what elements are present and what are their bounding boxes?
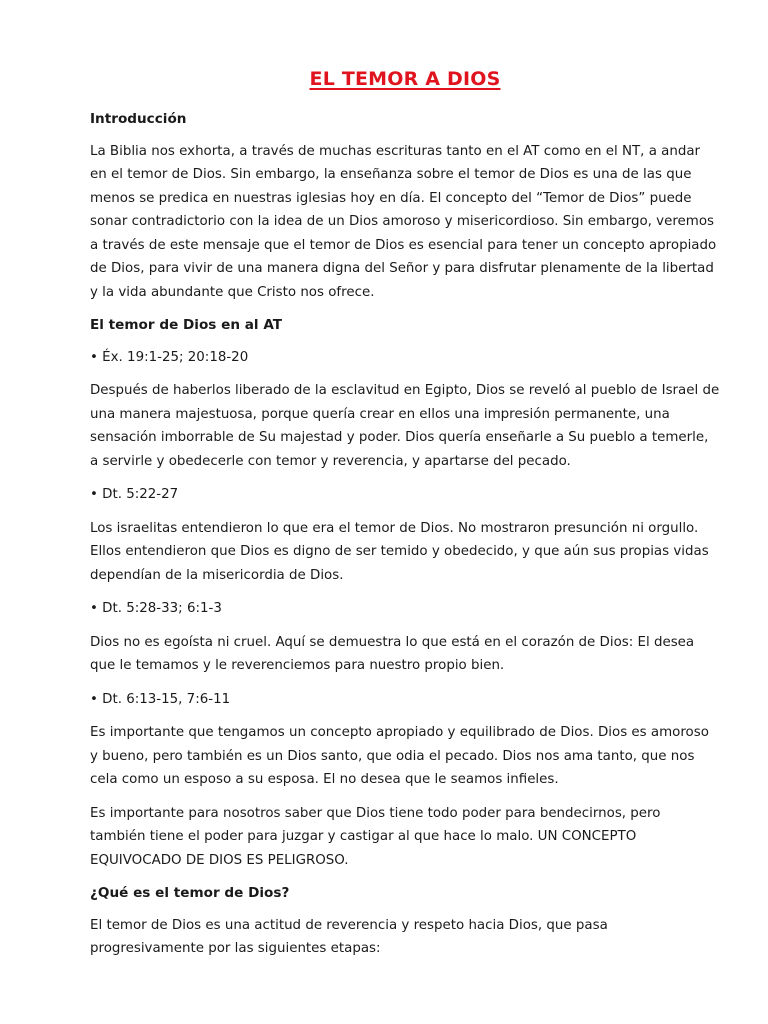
paragraph-body: Después de haberlos liberado de la esclavitud en Egipto, Dios se reveló al pueblo de Israel de una manera majestuosa, porque quería crear en ellos una impresión permanente, una sensación imborrable de Su majestad y poder. Dios quería enseñarle a Su pueblo a temerle, a servirle y obedecerle con temor y reverencia, y apartarse del pecado. xyxy=(90,383,720,469)
scripture-reference: • Dt. 6:13-15, 7:6-11 xyxy=(90,691,231,707)
paragraph-body: Es importante para nosotros saber que Dios tiene todo poder para bendecirnos, pero también tiene el poder para juzgar y castigar al que hace lo malo. UN CONCEPTO EQUIVOCADO DE DIOS ES PELIGROSO. xyxy=(90,805,661,868)
paragraph-intro: La Biblia nos exhorta, a través de muchas escrituras tanto en el AT como en el NT, a andar en el temor de Dios. Sin embargo, la enseñanza sobre el temor de Dios es una de las que menos se predica en nuestras iglesias hoy en día. El concepto del “Temor de Dios” puede sonar contradictorio con la idea de un Dios amoroso y misericordioso. Sin embargo, veremos a través de este mensaje que el temor de Dios es esencial para tener un concepto apropiado de Dios, para vivir de una manera digna del Señor y para disfrutar plenamente de la libertad y la vida abundante que Cristo nos ofrece. xyxy=(90,143,717,300)
paragraph-body: El temor de Dios es una actitud de reverencia y respeto hacia Dios, que pasa progresivamente por las siguientes etapas: xyxy=(90,917,608,956)
scripture-reference: • Dt. 5:28-33; 6:1-3 xyxy=(90,601,222,616)
document-page xyxy=(90,62,720,971)
paragraph-body: Dios no es egoísta ni cruel. Aquí se demuestra lo que está en el corazón de Dios: El desea que le temamos y le reverenciemos para nuestro propio bien. xyxy=(90,634,695,673)
scripture-reference: • Dt. 5:22-27 xyxy=(90,487,179,502)
paragraph-body: Los israelitas entendieron lo que era el temor de Dios. No mostraron presunción ni orgullo. Ellos entendieron que Dios es digno de ser temido y obedecido, y que aún sus propias vidas dependían de la misericordia de Dios. xyxy=(90,520,709,583)
section-heading-introduccion: Introducción xyxy=(90,111,187,127)
scripture-reference: • Éx. 19:1-25; 20:18-20 xyxy=(90,349,249,365)
paragraph-body: Es importante que tengamos un concepto apropiado y equilibrado de Dios. Dios es amoroso y bueno, pero también es un Dios santo, que odia el pecado. Dios nos ama tanto, que nos cela como un esposo a su esposa. El no desea que le seamos infieles. xyxy=(90,725,709,787)
section-heading-que-es-temor: ¿Qué es el temor de Dios? xyxy=(90,885,290,901)
document-title: EL TEMOR A DIOS xyxy=(309,68,501,90)
section-heading-temor-at: El temor de Dios en al AT xyxy=(90,317,283,333)
